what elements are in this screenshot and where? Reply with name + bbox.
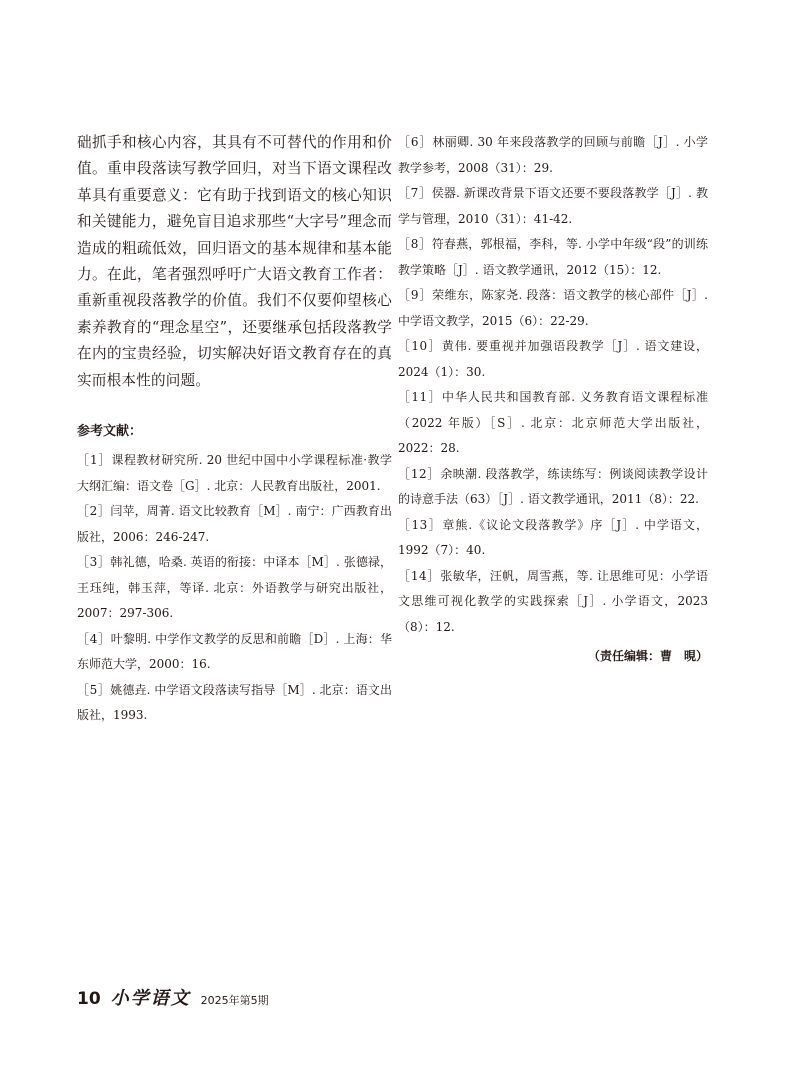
reference-text: 余映潮. 段落教学，练读练写：例谈阅读教学设计的诗意手法（63）［J］. 语文教学通讯，2011（8）：22.	[398, 466, 708, 506]
reference-number: ［13］	[398, 517, 443, 532]
reference-text: 姚德垚. 中学语文段落读写指导［M］. 北京：语文出版社，1993.	[77, 682, 392, 723]
responsible-editor-note: （责任编辑：曹 晛）	[587, 649, 708, 663]
reference-item	[77, 627, 392, 678]
references-heading: 参考文献：	[77, 424, 143, 440]
reference-item	[398, 334, 708, 385]
reference-number: ［7］	[398, 186, 432, 200]
reference-number: ［10］	[398, 339, 442, 353]
reference-text: 张敏华，汪帆，周雪燕，等. 让思维可见：小学语文思维可视化教学的实践探索［J］. 小学语文，2023（8）：12.	[398, 568, 708, 634]
reference-item	[398, 462, 708, 513]
page-number: 10	[77, 989, 101, 1009]
reference-text: 黄伟. 要重视并加强语段教学［J］. 语文建设，2024（1）：30.	[398, 339, 708, 379]
references-list-right	[398, 130, 708, 640]
reference-number: ［12］	[398, 466, 441, 481]
reference-item	[398, 564, 708, 641]
body-paragraph: 础抓手和核心内容，其具有不可替代的作用和价值。重申段落读写教学回归，对当下语文课程改革具有重要意义：它有助于找到语文的核心知识和关键能力，避免盲目追求那些“大字号”理念而造成的粗疏低效，回归语文的基本规律和基本能力。在此，笔者强烈呼吁广大语文教育工作者：重新重视段落教学的价值。我们不仅要仰望核心素养教育的“理念星空”，还要继承包括段落教学在内的宝贵经验，切实解决好语文教育存在的真实而根本性的问题。	[77, 134, 392, 389]
left-column	[77, 130, 392, 729]
right-column	[398, 130, 708, 666]
reference-item	[77, 678, 392, 729]
references-list-left	[77, 448, 392, 729]
reference-number: ［3］	[77, 555, 111, 570]
reference-text: 林丽卿. 30 年来段落教学的回顾与前瞻［J］. 小学教学参考，2008（31）：29.	[398, 135, 709, 175]
reference-item	[398, 283, 708, 334]
reference-text: 荣维东，陈家尧. 段落：语文教学的核心部件［J］. 中学语文教学，2015（6）：22-29.	[398, 288, 708, 328]
reference-text: 韩礼德，哈桑. 英语的衔接：中译本［M］. 张德禄，王珏纯，韩玉萍，等译. 北京：外语教学与研究出版社，2007：297-306.	[77, 555, 392, 621]
issue-label: 2025年第5期	[200, 994, 269, 1007]
reference-number: ［6］	[398, 135, 433, 149]
reference-number: ［2］	[77, 504, 111, 519]
reference-item	[77, 448, 392, 499]
page-footer	[77, 984, 269, 1010]
reference-number: ［9］	[398, 288, 433, 302]
reference-item	[398, 513, 708, 564]
reference-text: 符春燕，郭根福，李科，等. 小学中年级“段”的训练教学策略［J］. 语文教学通讯，2012（15）：12.	[398, 237, 709, 277]
reference-item	[77, 550, 392, 627]
reference-text: 闫苹，周菁. 语文比较教育［M］. 南宁：广西教育出版社，2006：246-247.	[77, 504, 392, 544]
reference-text: 课程教材研究所. 20 世纪中国中小学课程标准·教学大纲汇编：语文卷［G］. 北京：人民教育出版社，2001.	[77, 453, 392, 493]
reference-number: ［11］	[398, 390, 443, 404]
reference-text: 中华人民共和国教育部. 义务教育语文课程标准（2022 年版）［S］. 北京：北京师范大学出版社，2022：28.	[398, 390, 708, 455]
reference-number: ［14］	[398, 568, 441, 583]
reference-item	[398, 232, 708, 283]
reference-number: ［8］	[398, 237, 432, 251]
reference-item	[398, 130, 708, 181]
reference-number: ［5］	[77, 682, 111, 697]
reference-number: ［4］	[77, 631, 111, 646]
reference-text: 章熊.《议论文段落教学》序［J］. 中学语文，1992（7）：40.	[398, 517, 708, 557]
journal-logo: 小学语文	[110, 988, 191, 1009]
reference-item	[398, 181, 708, 232]
reference-text: 侯器. 新课改背景下语文还要不要段落教学［J］. 教学与管理，2010（31）：41-42.	[398, 186, 708, 226]
reference-number: ［1］	[77, 453, 112, 468]
reference-item	[398, 385, 708, 462]
reference-item	[77, 499, 392, 550]
reference-text: 叶黎明. 中学作文教学的反思和前瞻［D］. 上海：华东师范大学，2000：16.	[77, 631, 392, 672]
